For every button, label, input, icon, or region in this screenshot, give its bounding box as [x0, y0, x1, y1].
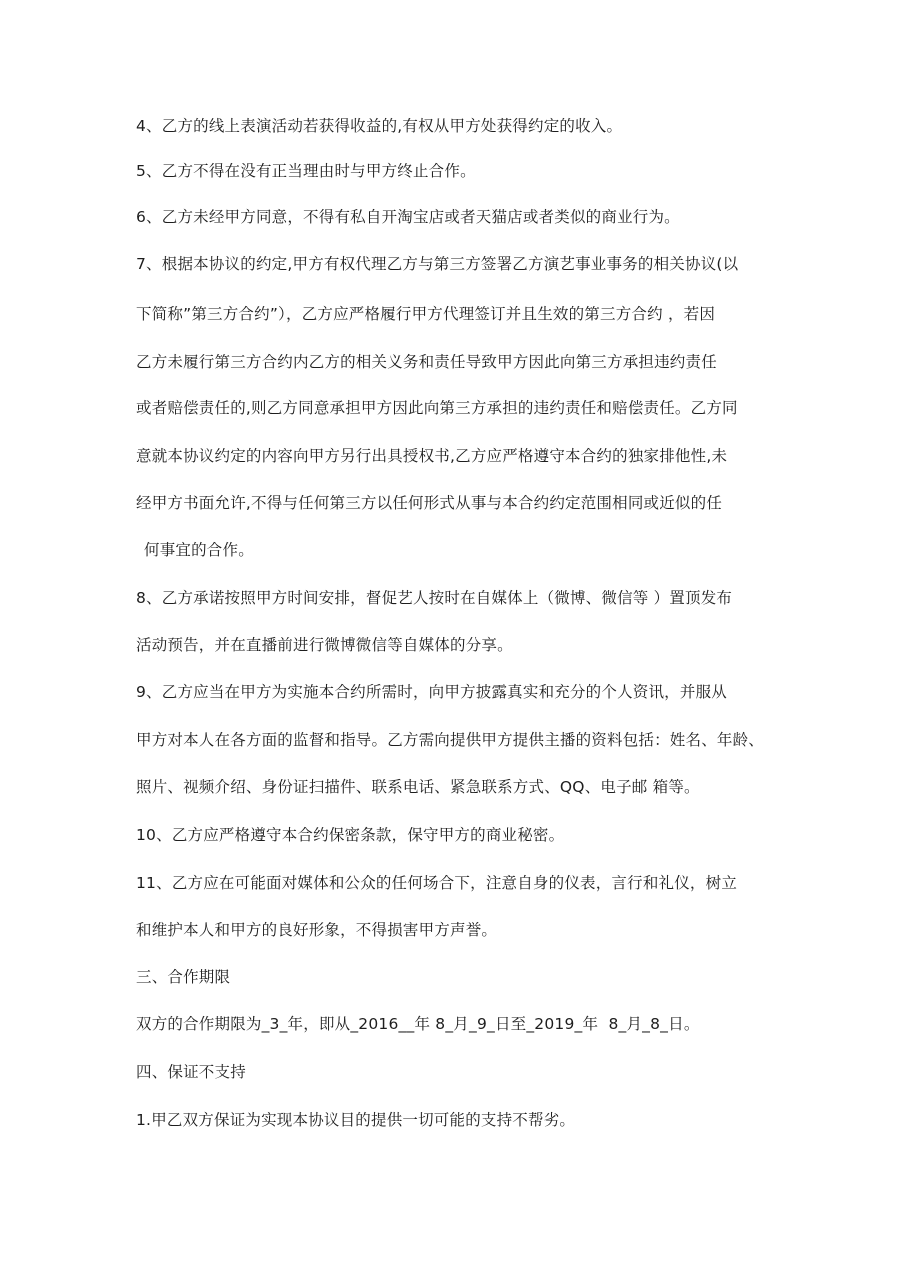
clause-9-line-1: 9、乙方应当在甲方为实施本合约所需时，向甲方披露真实和充分的个人资讯，并服从 [136, 683, 727, 701]
clause-6-line-1: 6、乙方未经甲方同意，不得有私自开淘宝店或者天猫店或者类似的商业行为。 [136, 208, 680, 226]
clause-7-line-2: 下简称”第三方合约”），乙方应严格履行甲方代理签订并且生效的第三方合约 ，若因 [136, 305, 716, 323]
clause-8-line-2: 活动预告，并在直播前进行微博微信等自媒体的分享。 [136, 636, 513, 654]
clause-9-line-2: 甲方对本人在各方面的监督和指导。乙方需向提供甲方提供主播的资料包括：姓名、年龄、 [136, 731, 765, 749]
clause-4-line-1: 4、乙方的线上表演活动若获得收益的,有权从甲方处获得约定的收入。 [136, 117, 623, 135]
term-line: 双方的合作期限为_3_年，即从_2016__年 8_月_9_日至_2019_年 8_月_8_日。 [136, 1015, 700, 1033]
clause-11-line-1: 11、乙方应在可能面对媒体和公众的任何场合下，注意自身的仪表，言行和礼仪，树立 [136, 874, 738, 892]
clause-7-line-3: 乙方未履行第三方合约内乙方的相关义务和责任导致甲方因此向第三方承担违约责任 [136, 353, 717, 371]
clause-7-line-1: 7、根据本协议的约定,甲方有权代理乙方与第三方签署乙方演艺事业事务的相关协议(以 [136, 255, 739, 273]
clause-7-line-7: 何事宜的合作。 [144, 541, 254, 559]
guarantee-clause-1: 1.甲乙双方保证为实现本协议目的提供一切可能的支持不帮劣。 [136, 1111, 576, 1129]
section-3-heading: 三、合作期限 [136, 968, 231, 986]
clause-9-line-3: 照片、视频介绍、身份证扫描件、联系电话、紧急联系方式、QQ、电子邮 箱等。 [136, 778, 700, 796]
clause-5-line-1: 5、乙方不得在没有正当理由时与甲方终止合作。 [136, 162, 476, 180]
clause-7-line-5: 意就本协议约定的内容向甲方另行出具授权书,乙方应严格遵守本合约的独家排他性,未 [136, 447, 728, 465]
section-4-heading: 四、保证不支持 [136, 1063, 246, 1081]
clause-7-line-4: 或者赔偿责任的,则乙方同意承担甲方因此向第三方承担的违约责任和赔偿责任。乙方同 [136, 399, 738, 417]
clause-8-line-1: 8、乙方承诺按照甲方时间安排，督促艺人按时在自媒体上（微博、微信等 ）置顶发布 [136, 589, 733, 607]
clause-7-line-6: 经甲方书面允许,不得与任何第三方以任何形式从事与本合约约定范围相同或近似的任 [136, 494, 723, 512]
clause-10-line-1: 10、乙方应严格遵守本合约保密条款，保守甲方的商业秘密。 [136, 826, 565, 844]
clause-11-line-2: 和维护本人和甲方的良好形象，不得损害甲方声誉。 [136, 921, 498, 939]
